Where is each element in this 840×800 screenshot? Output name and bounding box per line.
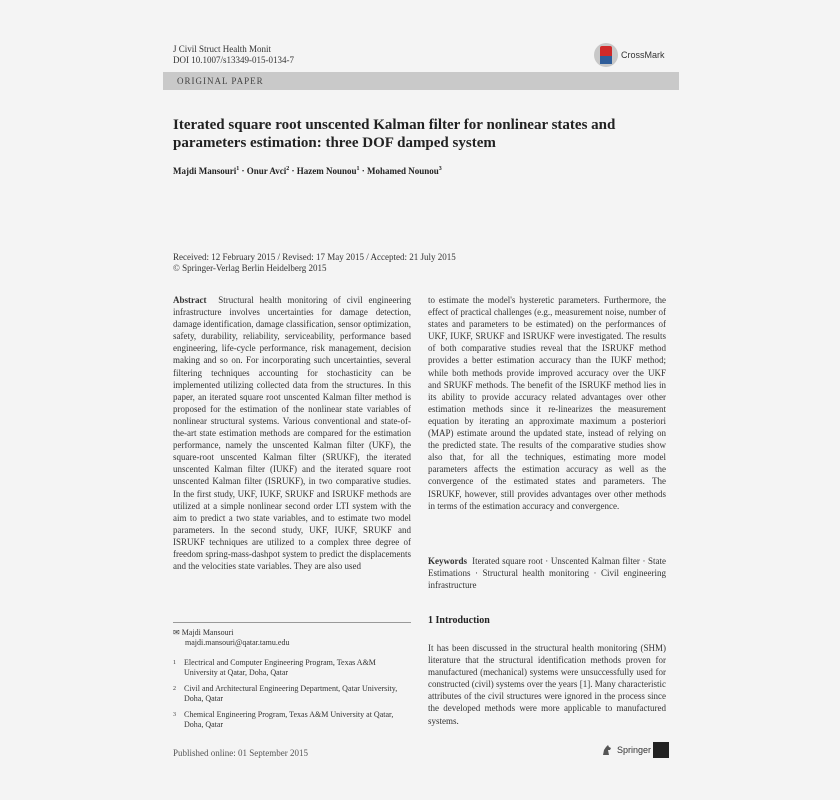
author-sup: 1 [356, 166, 360, 172]
paper-page [163, 30, 679, 800]
paper-title: Iterated square root unscented Kalman filter for nonlinear states and parameters estimation: three DOF damped system [173, 117, 616, 151]
publisher-logo [601, 744, 651, 756]
publisher-name: Springer [617, 745, 652, 755]
published-date: Published online: 01 September 2015 [173, 748, 308, 758]
contact-block [173, 628, 411, 648]
author-name: Onur Avci [246, 166, 287, 176]
affiliation-2 [173, 684, 411, 704]
history-dates: Received: 12 February 2015 / Revised: 17 May 2015 / Accepted: 21 July 2015 [173, 252, 456, 262]
section-heading: 1 Introduction [428, 615, 490, 626]
author-sup: 3 [438, 166, 442, 172]
crossmark-icon [594, 43, 618, 67]
article-type-band [163, 72, 679, 90]
article-type: ORIGINAL PAPER [177, 76, 264, 86]
corner-mark-icon [653, 742, 669, 758]
keywords-block [428, 555, 666, 591]
article-dates [173, 252, 673, 274]
envelope-icon: ✉ [173, 628, 180, 637]
author-separator: · [359, 166, 368, 176]
affiliation-text: Civil and Architectural Engineering Department, Qatar University, Doha, Qatar [184, 684, 398, 703]
doi: DOI 10.1007/s13349-015-0134-7 [173, 55, 294, 65]
author-separator: · [239, 166, 247, 176]
keywords-label: Keywords [428, 556, 467, 566]
abstract-label: Abstract [173, 295, 207, 305]
affiliation-1 [173, 658, 411, 678]
affiliation-number: 3 [173, 712, 176, 718]
author-separator: · [289, 166, 297, 176]
abstract-text-right: to estimate the model's hysteretic parameters. Furthermore, the effect of practical challenges (e.g., measurement noise, number of states and parameters to be estimated) on the performances of UKF, IUKF, SRUKF and ISRUKF were investigated. The results of both comparative studies reveal that the ISRUKF method provides a better estimation accuracy than the IUKF method; while both methods provide improved accuracy over the UKF and SRUKF methods. The benefit of the ISRUKF method lies in its ability to provide accuracy related advantages over other estimation methods since it re-linearizes the measurement equation by iterating an approximate maximum a posteriori (MAP) estimate around the updated state, instead of relying on the predicted state. The results of the comparative studies show also that, for all the techniques, estimating more model parameters affects the estimation accuracy as well as the convergence of the estimated states and parameters. The ISRUKF, however, still provides advantages over other methods in terms of the estimation accuracy and convergence. [428, 295, 666, 511]
introduction-text: It has been discussed in the structural health monitoring (SHM) literature that the structural identification methods proven for manufactured (mechanical) systems were unsuccessfully used for constructed (civil) systems over the years [1]. Many characteristic attributes of the civil structures were ignored in the process since the developed methods were more applicable to manufactured systems. [428, 643, 666, 726]
abstract-right-column [428, 294, 666, 512]
affiliation-number: 2 [173, 686, 176, 692]
author-name: Majdi Mansouri [173, 166, 237, 176]
abstract-text-left: Structural health monitoring of civil engineering infrastructure involves uncertainties for damage detection, damage identification, damage classification, sensor optimization, safety, durability, reliability, serviceability, performance based engineering, life-cycle performance, risk management, decision making and so on. For incorporating such uncertainties, several filtering techniques accounting for stochasticity can be implemented utilizing collected data from the structures. In this paper, an iterated square root unscented Kalman filter method is proposed for the estimation of the nonlinear state variables of nonlinear structural systems. Various conventional and state-of-the-art state estimation methods are compared for the estimation performance, namely the unscented Kalman filter (UKF), the square-root unscented Kalman filter (SRUKF), the iterated unscented Kalman filter (IUKF) and the iterated square root unscented Kalman filter (ISRUKF), in two comparative studies. In the first study, UKF, IUKF, SRUKF and ISRUKF methods are utilized at a simple nonlinear second order LTI system with the aim to predict a two state variables, and to estimate two model parameters. In the second study, UKF, IUKF, SRUKF and ISRUKF techniques are utilized to a complex three degree of freedom spring-mass-dashpot system to predict the displacements and the velocities state variables. They are also used [173, 295, 411, 572]
keywords-text: Iterated square root · Unscented Kalman filter · State Estimations · Structural health monitoring · Civil engineering infrastructure [428, 556, 667, 591]
journal-name: J Civil Struct Health Monit [173, 44, 271, 54]
contact-email[interactable]: majdi.mansouri@qatar.tamu.edu [185, 638, 290, 647]
crossmark-label: CrossMark [621, 50, 665, 60]
author-name: Mohamed Nounou [367, 166, 439, 176]
affiliation-text: Chemical Engineering Program, Texas A&M University at Qatar, Doha, Qatar [184, 710, 394, 729]
author-list [173, 166, 673, 176]
author-sup: 2 [286, 166, 290, 172]
abstract-left-column [173, 294, 411, 572]
affiliation-number: 1 [173, 660, 176, 666]
springer-horse-icon [601, 744, 613, 756]
footnote-divider [173, 622, 411, 623]
contact-name: Majdi Mansouri [181, 628, 234, 637]
affiliation-text: Electrical and Computer Engineering Program, Texas A&M University at Qatar, Doha, Qatar [184, 658, 376, 677]
author-sup: 1 [236, 166, 240, 172]
copyright: © Springer-Verlag Berlin Heidelberg 2015 [173, 263, 327, 273]
author-name: Hazem Nounou [296, 166, 357, 176]
crossmark-badge[interactable] [594, 40, 682, 70]
affiliation-3 [173, 710, 411, 730]
